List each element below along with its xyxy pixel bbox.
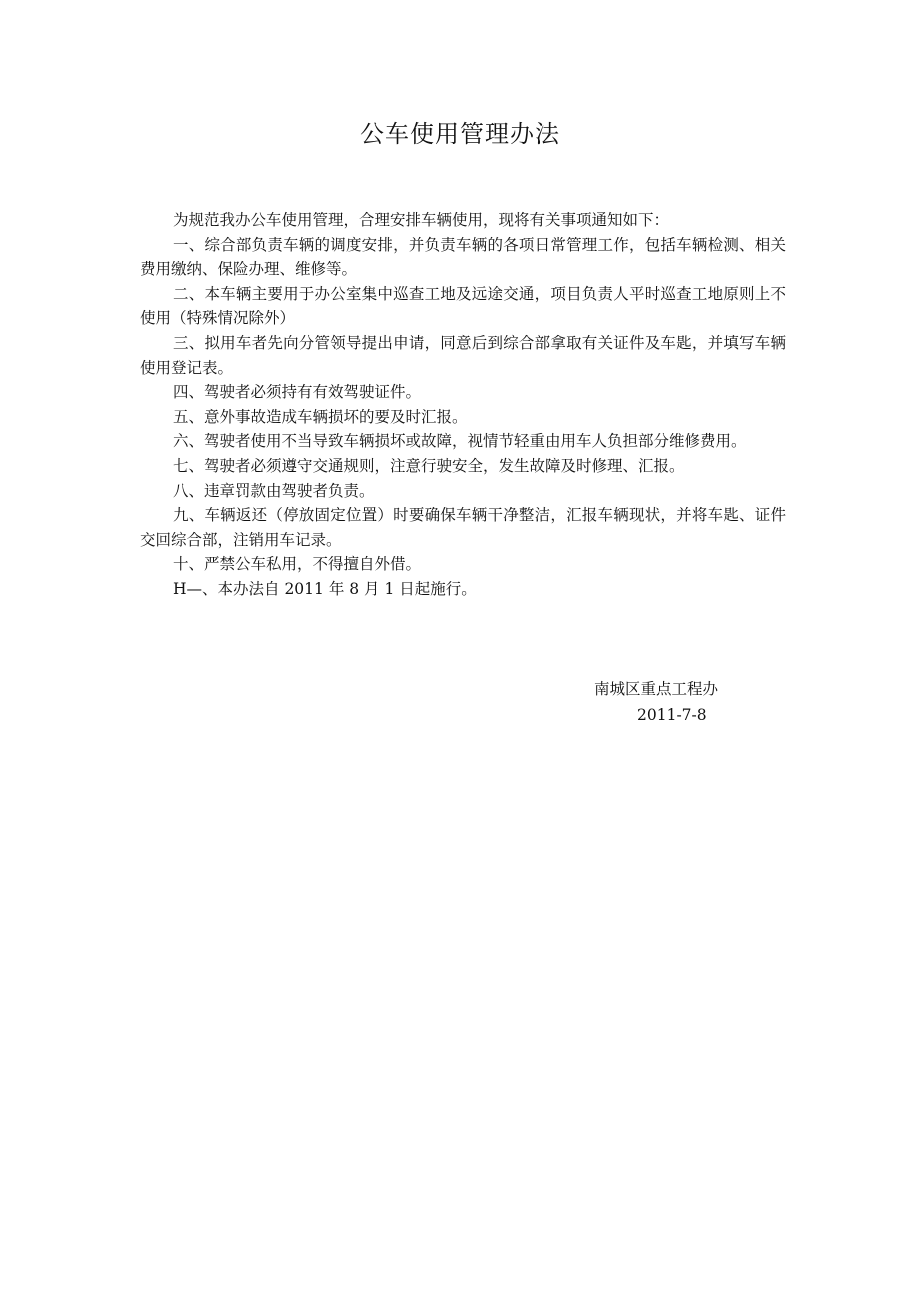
document-title: 公车使用管理办法 bbox=[360, 120, 560, 148]
paragraph-item-5: 五、意外事故造成车辆损坏的要及时汇报。 bbox=[173, 407, 468, 426]
paragraph-item-7: 七、驾驶者必须遵守交通规则，注意行驶安全，发生故障及时修理、汇报。 bbox=[173, 456, 685, 475]
paragraph-intro: 为规范我办公车使用管理，合理安排车辆使用，现将有关事项通知如下： bbox=[173, 211, 670, 229]
paragraph-item-4: 四、驾驶者必须持有有效驾驶证件。 bbox=[173, 383, 422, 402]
paragraph-item-1: 一、综合部负责车辆的调度安排，并负责车辆的各项日常管理工作，包括车辆检测、相关费用缴纳、保险办理、维修等。 bbox=[140, 235, 786, 279]
signature-organization: 南城区重点工程办 bbox=[594, 680, 719, 698]
signature-date: 2011-7-8 bbox=[637, 706, 707, 724]
paragraph-item-8: 八、违章罚款由驾驶者负责。 bbox=[173, 481, 375, 500]
paragraph-item-3: 三、拟用车者先向分管领导提出申请，同意后到综合部拿取有关证件及车匙，并填写车辆使用登记表。 bbox=[140, 333, 786, 377]
paragraph-item-2: 二、本车辆主要用于办公室集中巡查工地及远途交通，项目负责人平时巡查工地原则上不使用（特殊情况除外） bbox=[140, 284, 786, 328]
paragraph-item-9: 九、车辆返还（停放固定位置）时要确保车辆干净整洁，汇报车辆现状，并将车匙、证件交回综合部，注销用车记录。 bbox=[140, 506, 786, 549]
paragraph-item-6: 六、驾驶者使用不当导致车辆损坏或故障，视情节轻重由用车人负担部分维修费用。 bbox=[173, 432, 747, 451]
paragraph-item-11: H—、本办法自 2011 年 8 月 1 日起施行。 bbox=[173, 579, 477, 598]
paragraph-item-10: 十、严禁公车私用，不得擅自外借。 bbox=[173, 555, 422, 574]
document-body bbox=[140, 208, 786, 602]
